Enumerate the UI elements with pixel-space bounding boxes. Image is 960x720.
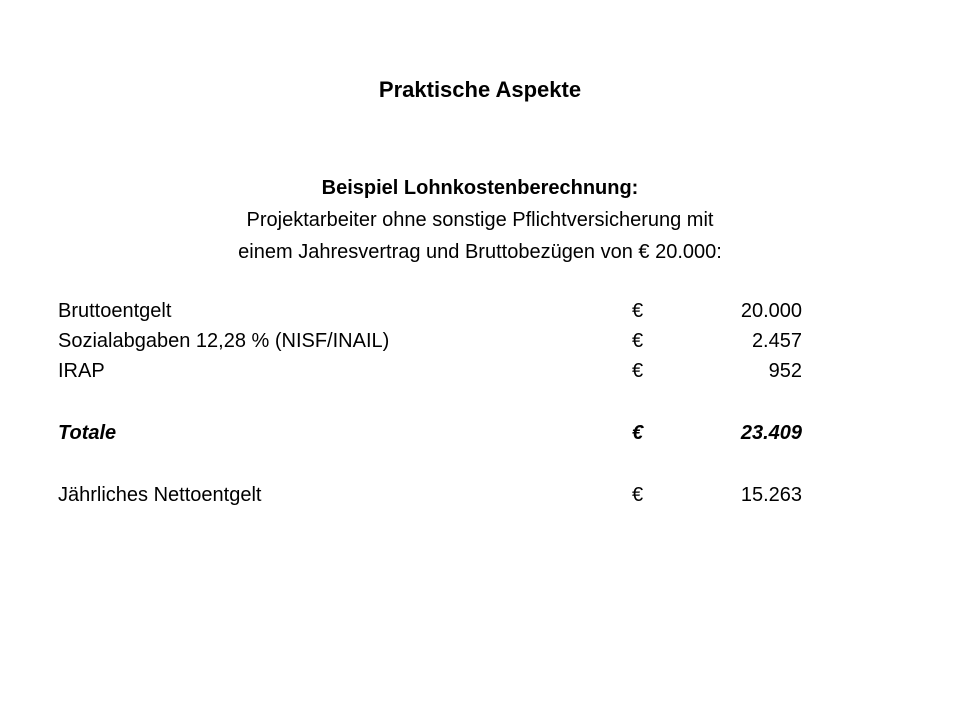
row-amount: 15.263: [740, 484, 802, 506]
row-amount: 20.000: [740, 300, 802, 322]
row-total: [58, 418, 818, 448]
row-amount: 952: [768, 360, 802, 382]
row-gross-salary: [58, 296, 818, 326]
row-label: Bruttoentgelt: [58, 300, 172, 322]
row-label: IRAP: [58, 360, 105, 382]
example-description-line-2: einem Jahresvertrag und Bruttobezügen von € 20.000:: [238, 241, 722, 263]
currency-symbol: €: [632, 300, 644, 322]
row-label: Jährliches Nettoentgelt: [58, 484, 262, 506]
row-label: Sozialabgaben 12,28 % (NISF/INAIL): [58, 330, 390, 352]
currency-symbol: €: [632, 422, 644, 444]
row-amount: 23.409: [740, 422, 802, 444]
currency-symbol: €: [632, 360, 644, 382]
example-heading: Beispiel Lohnkostenberechnung:: [321, 177, 639, 199]
currency-symbol: €: [632, 484, 644, 506]
example-description: [0, 172, 960, 268]
row-label: Totale: [58, 422, 117, 444]
row-amount: 2.457: [751, 330, 802, 352]
example-description-line-1: Projektarbeiter ohne sonstige Pflichtversicherung mit: [246, 209, 714, 231]
row-social-contributions: [58, 326, 818, 356]
page-title: Praktische Aspekte: [378, 77, 582, 102]
currency-symbol: €: [632, 330, 644, 352]
cost-calculation-table: [58, 296, 818, 510]
row-irap: [58, 356, 818, 386]
row-annual-net-salary: [58, 480, 818, 510]
